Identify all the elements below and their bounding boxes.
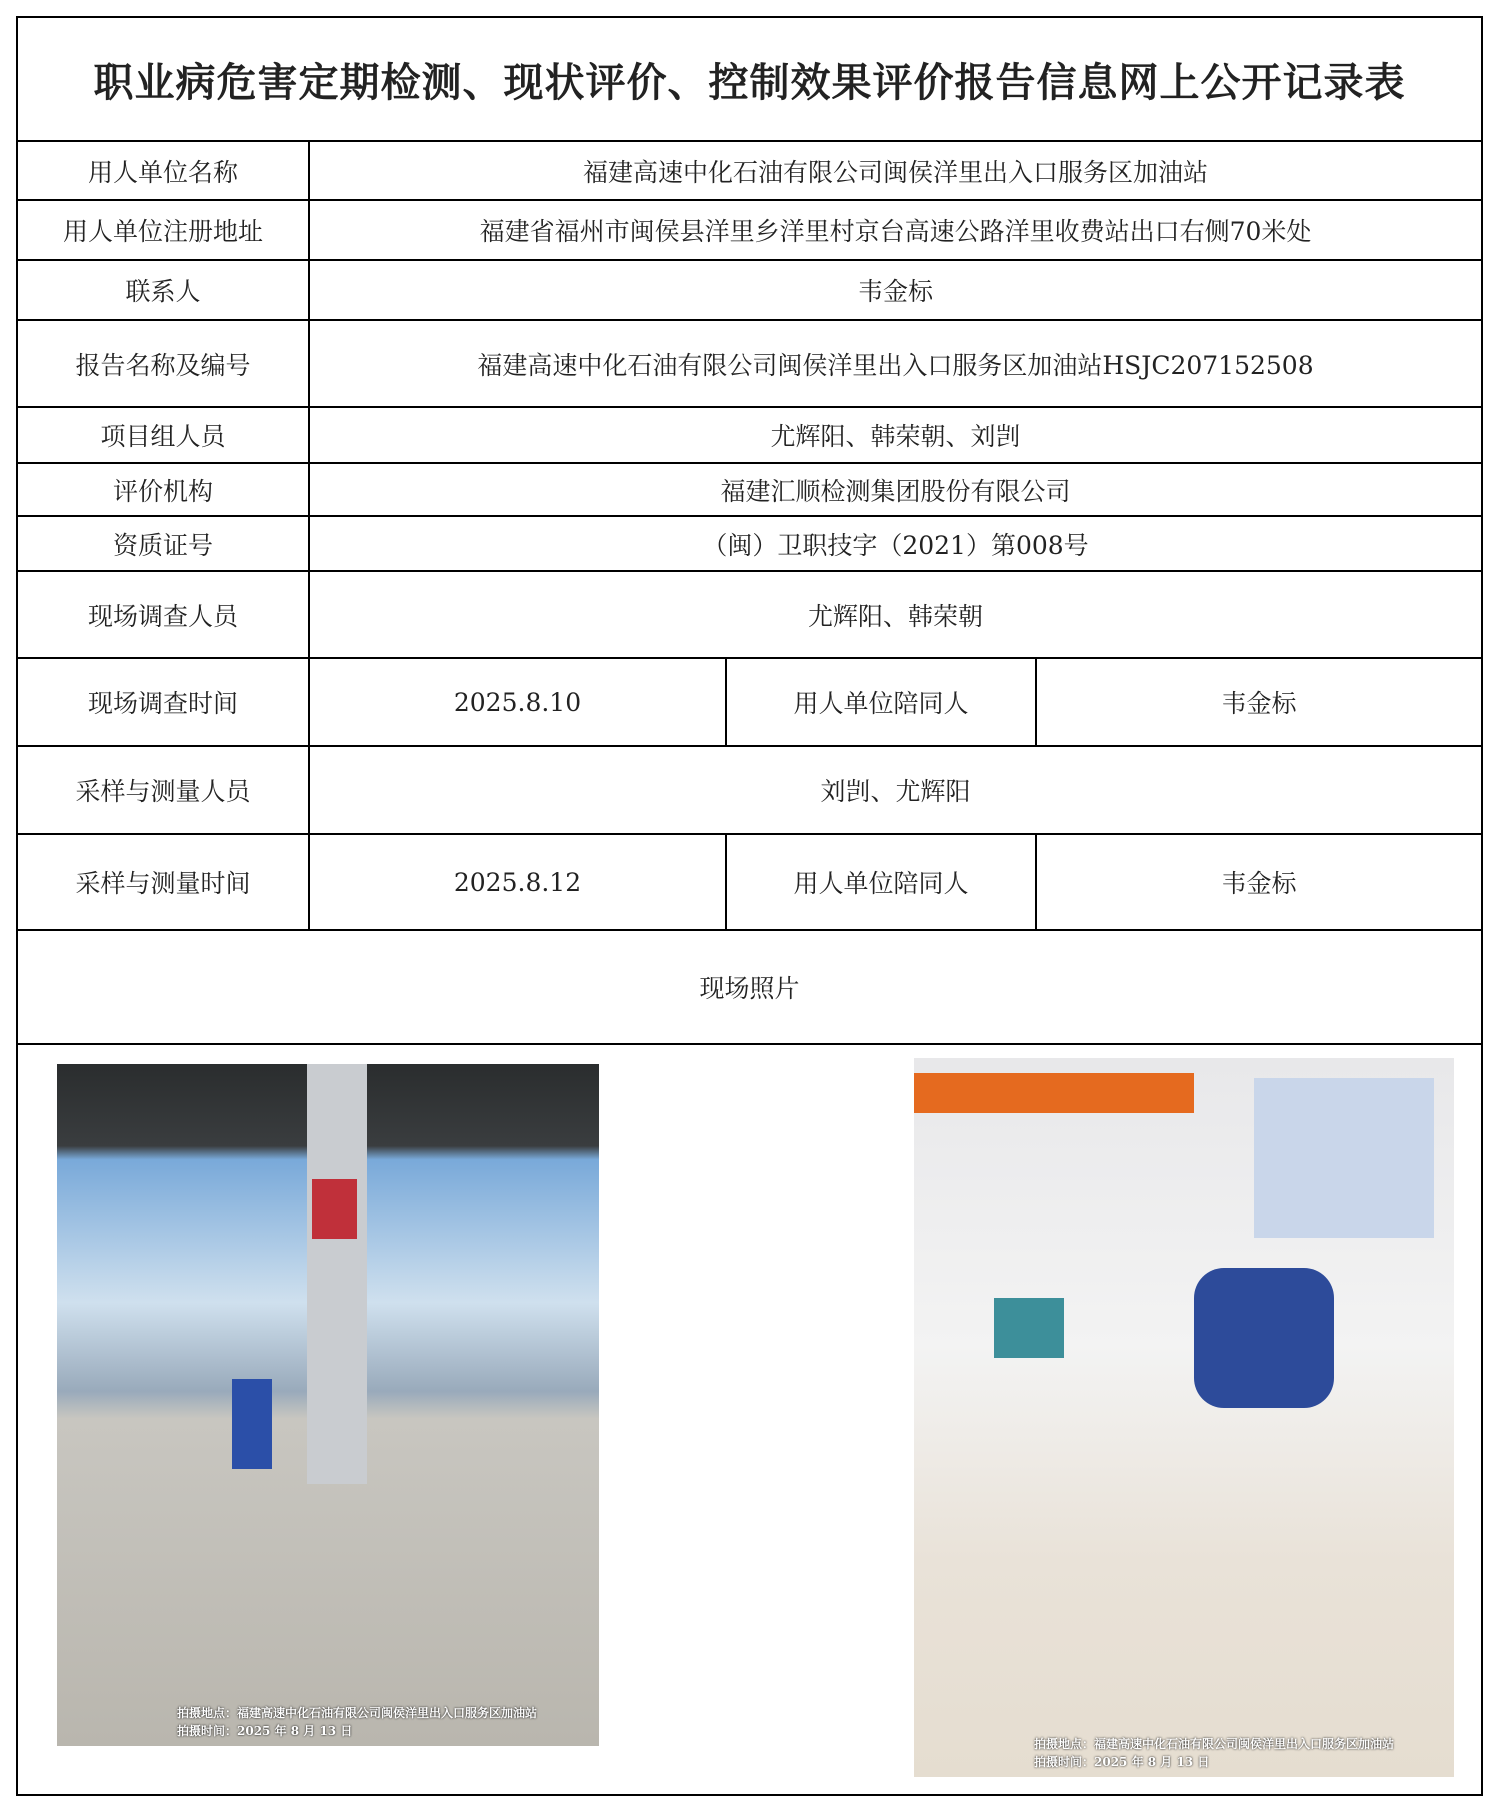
survey-escort-value: 韦金标 <box>1036 658 1481 746</box>
site-photo-store-interior <box>914 1058 1454 1777</box>
record-sheet <box>16 16 1483 1796</box>
page-title: 职业病危害定期检测、现状评价、控制效果评价报告信息网上公开记录表 <box>18 18 1481 141</box>
site-photo-gas-station <box>57 1064 599 1746</box>
wine-shelf-sign <box>914 1073 1194 1113</box>
sample-staff-value: 刘剀、尤辉阳 <box>309 746 1481 834</box>
org-value: 福建汇顺检测集团股份有限公司 <box>309 463 1481 516</box>
pillar <box>307 1064 367 1484</box>
contact-value: 韦金标 <box>309 260 1481 320</box>
report-label: 报告名称及编号 <box>18 320 309 407</box>
address-label: 用人单位注册地址 <box>18 200 309 260</box>
team-value: 尤辉阳、韩荣朝、刘剀 <box>309 407 1481 463</box>
photo-caption: 拍摄地点：福建高速中化石油有限公司闽侯洋里出入口服务区加油站 拍摄时间：2025 年 8 月 13 日 <box>1034 1737 1395 1769</box>
sample-time-value: 2025.8.12 <box>309 834 726 930</box>
report-value: 福建高速中化石油有限公司闽侯洋里出入口服务区加油站HSJC207152508 <box>309 320 1481 407</box>
survey-staff-value: 尤辉阳、韩荣朝 <box>309 571 1481 658</box>
photo-caption: 拍摄地点：福建高速中化石油有限公司闽侯洋里出入口服务区加油站 拍摄时间：2025 年 8 月 13 日 <box>177 1706 538 1738</box>
sample-escort-label: 用人单位陪同人 <box>726 834 1036 930</box>
survey-escort-label: 用人单位陪同人 <box>726 658 1036 746</box>
worker <box>1194 1268 1334 1408</box>
notice-board <box>1254 1078 1434 1238</box>
employer-label: 用人单位名称 <box>18 141 309 200</box>
sampling-device <box>994 1298 1064 1358</box>
survey-time-value: 2025.8.10 <box>309 658 726 746</box>
team-label: 项目组人员 <box>18 407 309 463</box>
photos-label: 现场照片 <box>18 930 1481 1044</box>
sample-time-label: 采样与测量时间 <box>18 834 309 930</box>
org-label: 评价机构 <box>18 463 309 516</box>
cert-label: 资质证号 <box>18 516 309 571</box>
employer-value: 福建高速中化石油有限公司闽侯洋里出入口服务区加油站 <box>309 141 1481 200</box>
sample-staff-label: 采样与测量人员 <box>18 746 309 834</box>
survey-time-label: 现场调查时间 <box>18 658 309 746</box>
sample-escort-value: 韦金标 <box>1036 834 1481 930</box>
record-table <box>18 18 1481 1045</box>
address-value: 福建省福州市闽侯县洋里乡洋里村京台高速公路洋里收费站出口右侧70米处 <box>309 200 1481 260</box>
entrance-sign <box>312 1179 357 1239</box>
cert-value: （闽）卫职技字（2021）第008号 <box>309 516 1481 571</box>
worker <box>232 1379 272 1469</box>
contact-label: 联系人 <box>18 260 309 320</box>
survey-staff-label: 现场调查人员 <box>18 571 309 658</box>
